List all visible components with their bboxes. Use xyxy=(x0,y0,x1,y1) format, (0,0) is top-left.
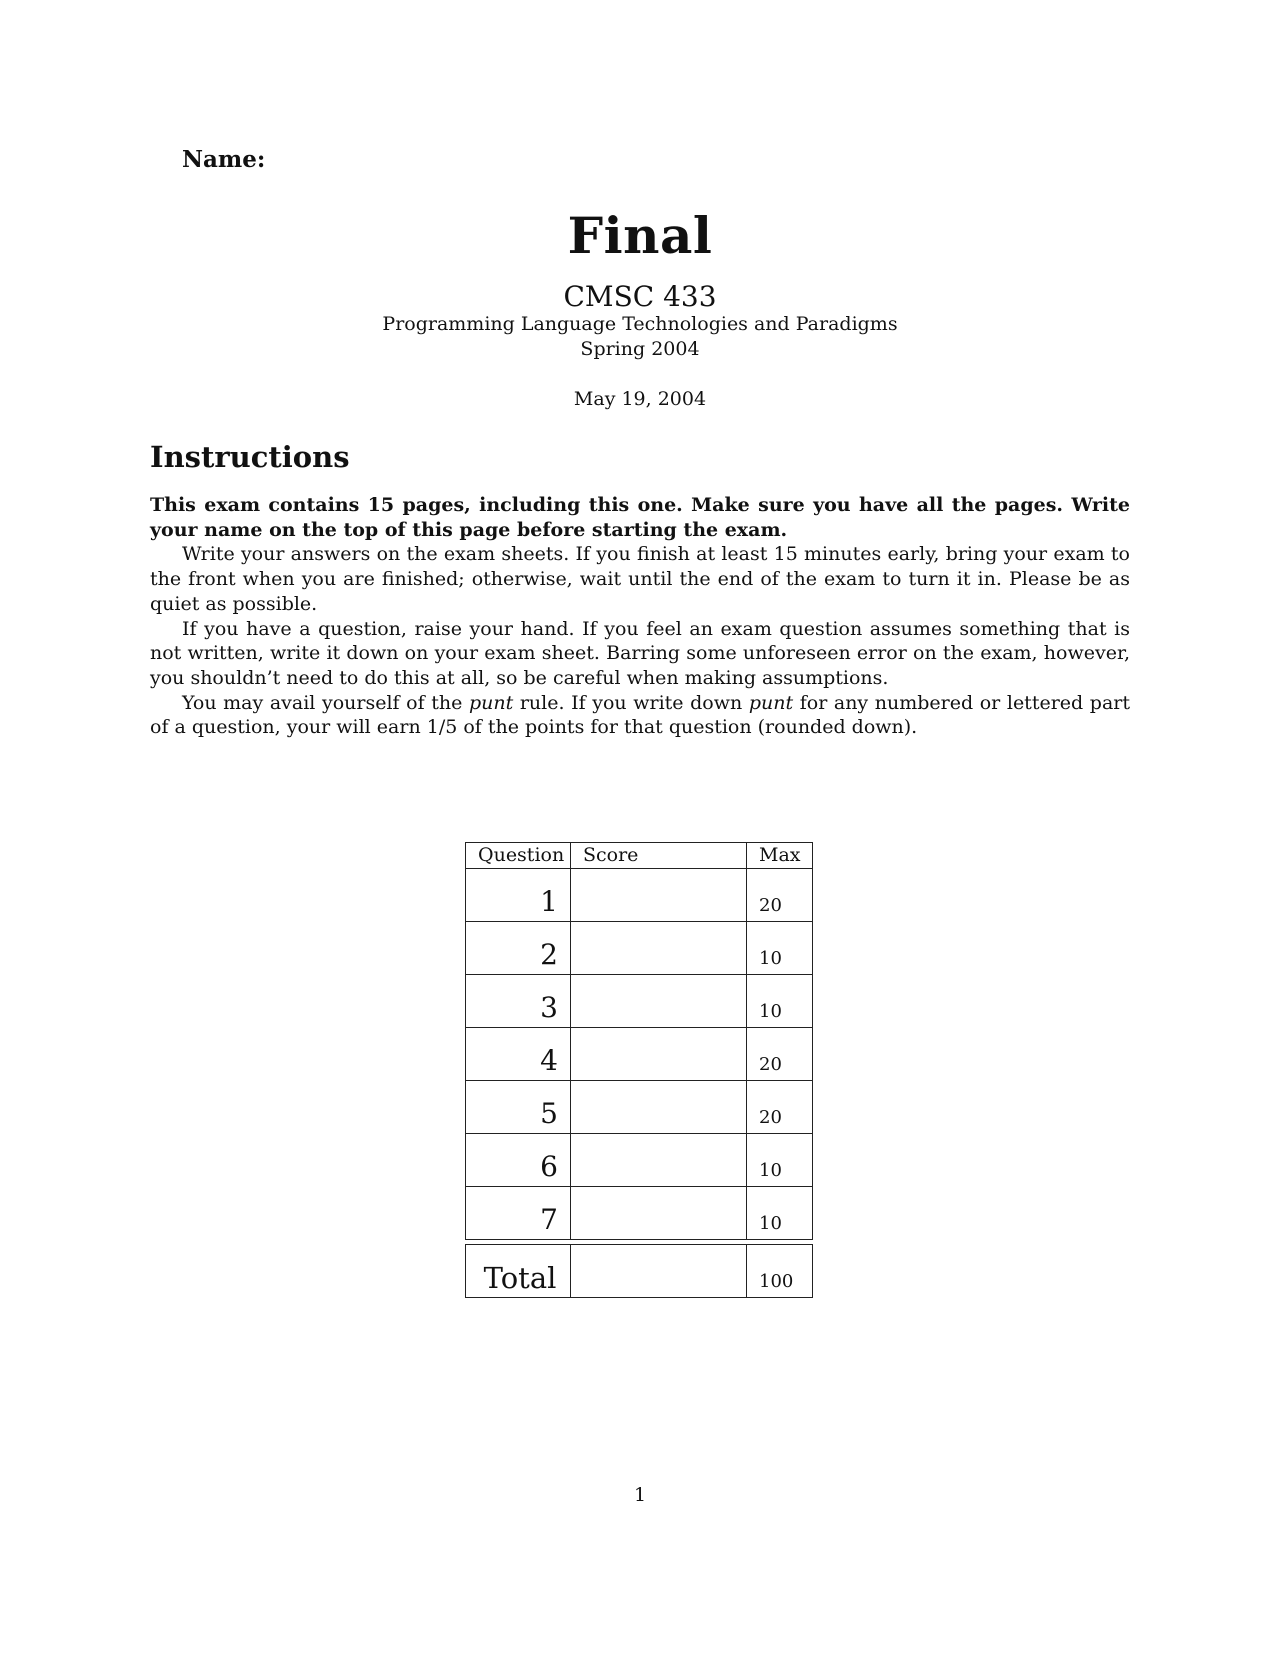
score-cell[interactable] xyxy=(571,1187,747,1239)
table-row xyxy=(465,922,813,975)
total-row xyxy=(465,1244,813,1298)
header-score: Score xyxy=(571,843,747,868)
question-number: 4 xyxy=(466,1028,571,1080)
header-max: Max xyxy=(759,844,801,866)
course-code: CMSC 433 xyxy=(563,280,717,313)
table-row xyxy=(465,1134,813,1187)
question-number: 3 xyxy=(466,975,571,1027)
para3-text-c: for any numbered or lettered part of a question, your will earn 1/5 of the points for that question (rounded down). xyxy=(150,691,1130,739)
exam-date: May 19, 2004 xyxy=(573,388,707,410)
course-name: Programming Language Technologies and Paradigms xyxy=(382,313,898,335)
score-table xyxy=(465,842,813,1298)
table-row xyxy=(465,869,813,922)
question-number: 1 xyxy=(466,869,571,921)
instructions-heading: Instructions xyxy=(150,440,350,474)
score-cell[interactable] xyxy=(571,1028,747,1080)
question-number: 2 xyxy=(466,922,571,974)
score-cell[interactable] xyxy=(571,975,747,1027)
max-points: 20 xyxy=(759,1054,782,1075)
question-number: 6 xyxy=(466,1134,571,1186)
total-label: Total xyxy=(466,1245,571,1297)
table-row xyxy=(465,975,813,1028)
punt-term-2: punt xyxy=(748,691,794,714)
header-question: Question xyxy=(466,843,571,868)
max-points: 20 xyxy=(759,895,782,916)
score-cell[interactable] xyxy=(571,922,747,974)
score-table-header xyxy=(465,842,813,869)
punt-term-1: punt xyxy=(468,691,514,714)
total-score-cell[interactable] xyxy=(571,1245,747,1297)
exam-title: Final xyxy=(567,206,713,265)
instructions-bold-paragraph: This exam contains 15 pages, including this one. Make sure you have all the pages. Write your name on the top of this page before starting the exam. xyxy=(150,494,1130,541)
para3-text-a: You may avail yourself of the xyxy=(182,691,469,714)
total-max-points: 100 xyxy=(759,1271,794,1292)
max-points: 10 xyxy=(759,1160,782,1181)
question-number: 5 xyxy=(466,1081,571,1133)
table-row xyxy=(465,1081,813,1134)
course-term: Spring 2004 xyxy=(580,338,700,360)
table-row xyxy=(465,1028,813,1081)
max-points: 10 xyxy=(759,948,782,969)
max-points: 10 xyxy=(759,1213,782,1234)
score-cell[interactable] xyxy=(571,1081,747,1133)
instructions-paragraph-2: If you have a question, raise your hand. If you feel an exam question assumes something that is not written, write it down on your exam sheet. Barring some unforeseen error on the exam, however, you shouldn’t need to do this at all, so be careful when making assumptions. xyxy=(150,617,1130,689)
max-points: 20 xyxy=(759,1107,782,1128)
question-number: 7 xyxy=(466,1187,571,1239)
instructions-body xyxy=(150,493,1130,740)
para3-text-b: rule. If you write down xyxy=(513,691,749,714)
score-cell[interactable] xyxy=(571,1134,747,1186)
score-cell[interactable] xyxy=(571,869,747,921)
instructions-paragraph-3 xyxy=(150,691,1130,740)
name-label: Name: xyxy=(182,146,266,173)
max-points: 10 xyxy=(759,1001,782,1022)
page-number: 1 xyxy=(633,1484,647,1506)
table-row xyxy=(465,1187,813,1240)
instructions-paragraph-1: Write your answers on the exam sheets. If you finish at least 15 minutes early, bring your exam to the front when you are finished; otherwise, wait until the end of the exam to turn it in. Please be as quiet as possible. xyxy=(150,543,1130,615)
